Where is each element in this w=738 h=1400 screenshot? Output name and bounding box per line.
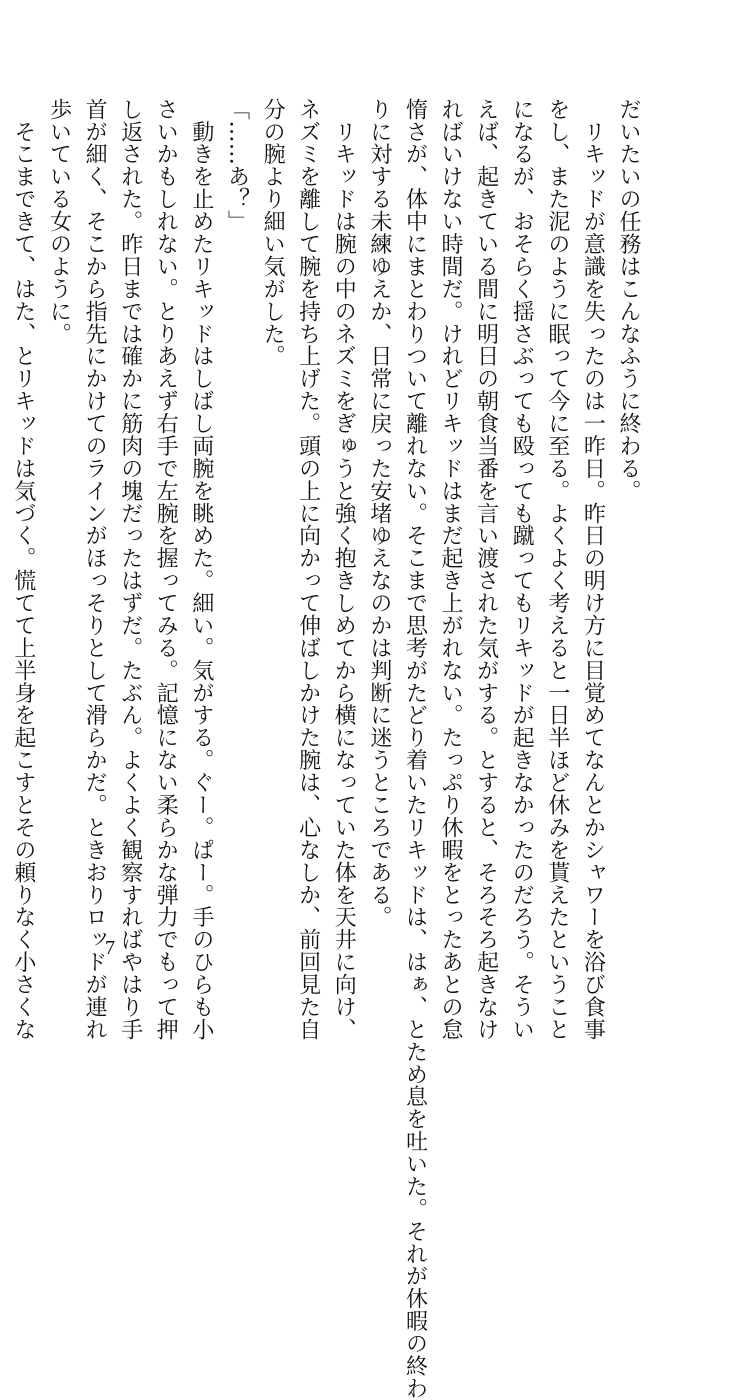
- text-line: 歩いている女のように。: [46, 98, 72, 345]
- text-line: 分の腕より細い気がした。: [260, 98, 286, 368]
- text-line: さいかもしれない。とりあえず右手で左腕を握ってみる。記憶にない柔らかな弾力でもって押: [153, 98, 179, 1041]
- text-line: リキッドは腕の中のネズミをぎゅうと強く抱きしめてから横になっていた体を天井に向け、: [331, 98, 357, 1041]
- text-line: リキッドが意識を失ったのは一昨日。昨日の明け方に目覚めてなんとかシャワーを浴び食事: [580, 98, 606, 1041]
- text-line: し返された。昨日までは確かに筋肉の塊だったはずだ。たぶん。よくよく観察すればやはり手: [117, 98, 143, 1041]
- text-line: だいたいの任務はこんなふうに終わる。: [616, 98, 641, 502]
- vertical-text-block: [10, 98, 646, 1400]
- text-line: ればいけない時間だ。けれどリキッドはまだ起き上がれない。たっぷり休暇をとったあとの怠: [438, 98, 464, 1041]
- text-line: 首が細く、そこから指先にかけてのラインがほっそりとして滑らかだ。ときおりロッドが連れ: [82, 98, 108, 1041]
- text-line: ネズミを離して腕を持ち上げた。頭の上に向かって伸ばしかけた腕は、心なしか、前回見た自: [295, 98, 321, 1041]
- text-line: になるが、おそらく揺さぶっても殴っても蹴ってもリキッドが起きなかったのだろう。そうい: [509, 98, 535, 1041]
- page-number: 7: [105, 937, 115, 959]
- text-line: りに対する未練ゆえか、日常に戻った安堵ゆえなのかは判断に迷うところである。: [366, 98, 392, 929]
- text-line: そこまできて、はた、とリキッドは気づく。慌てて上半身を起こすとその頼りなく小さくな: [10, 98, 36, 1041]
- text-line: 惰さが、体中にまとわりついて離れない。そこまで思考がたどり着いたリキッドは、はぁ、とため息を吐いた。それが休暇の終わ: [402, 98, 428, 1400]
- text-line: をし、また泥のように眠って今に至る。よくよく考えると一日半ほど休みを貰えたということ: [544, 98, 570, 1041]
- text-line: 動きを止めたリキッドはしばし両腕を眺めた。細い。気がする。ぐー。ぱー。手のひらも小: [188, 98, 214, 1041]
- text-line: えば、起きている間に明日の朝食当番を言い渡された気がする。とすると、そろそろ起きなけ: [473, 98, 499, 1041]
- text-line: 「……あ？」: [224, 98, 250, 233]
